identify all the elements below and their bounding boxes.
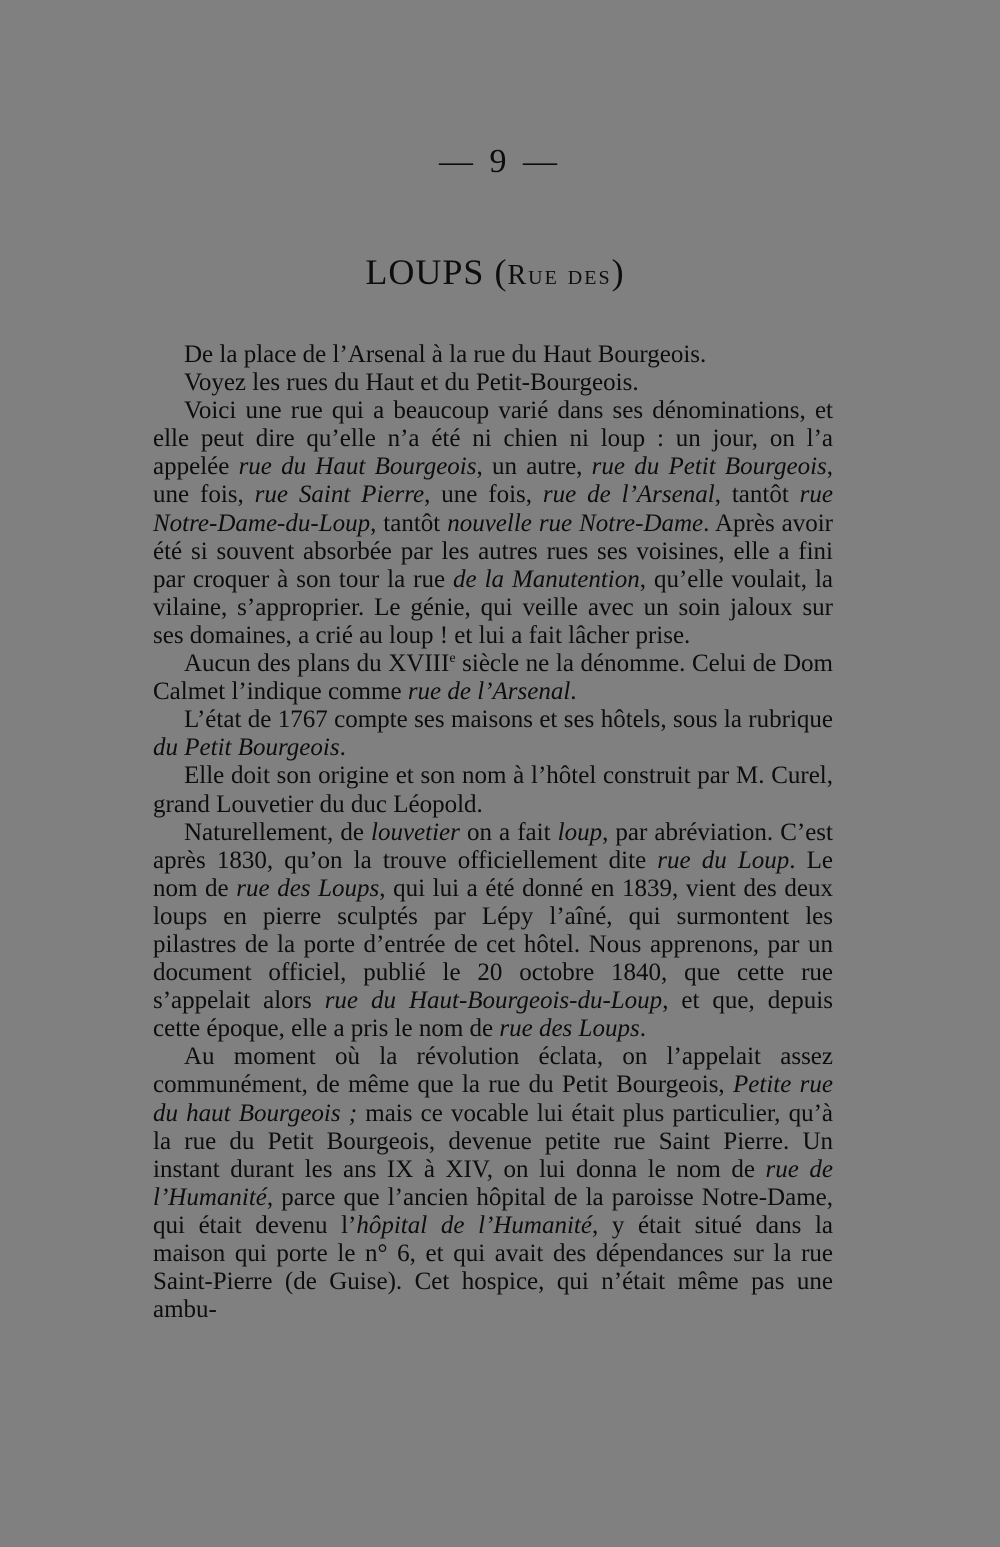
text-segment: Voici une rue qui a beaucoup varié dans ses dénominations, et elle peut dire qu’elle n’a été ni chien ni loup : un jour, on l’a appelée: [153, 397, 833, 481]
text-segment: , et que, depuis cette époque, elle a pris le nom de: [153, 987, 833, 1043]
text-segment: Au moment où la révolution éclata, on l’appelait assez communément, de même que la rue du Petit Bourgeois,: [153, 1043, 833, 1099]
italic-text: de la Manutention: [453, 565, 640, 593]
italic-text: loup: [557, 818, 603, 846]
italic-text: hôpital de l’Humanité: [356, 1211, 592, 1239]
text-segment: Voyez les rues du Haut et du Petit-Bourgeois.: [184, 369, 639, 397]
paragraph: [153, 369, 833, 397]
paragraph: [153, 762, 833, 818]
text-segment: . Après avoir été si souvent absorbée par les autres rues ses voisines, elle a fini par croquer à son tour la rue: [153, 509, 833, 593]
text-segment: .: [570, 678, 577, 706]
text-segment: Aucun des plans du XVIII: [184, 650, 450, 678]
text-segment: , une fois,: [424, 481, 543, 509]
text-segment: De la place de l’Arsenal à la rue du Haut Bourgeois.: [184, 341, 707, 368]
chapter-title: [0, 251, 990, 293]
text-segment: mais ce vocable lui était plus particulier, qu’à la rue du Petit Bourgeois, devenue petite rue Saint Pierre. Un instant durant les ans IX à XIV, on lui donna le nom de: [153, 1099, 833, 1183]
italic-text: rue du Haut-Bourgeois-du-Loup: [324, 987, 663, 1015]
text-segment: , tantôt: [714, 481, 800, 509]
text-segment: , parce que l’ancien hôpital de la paroisse Notre-Dame, qui était devenu l’: [153, 1183, 833, 1239]
body-text: [153, 341, 833, 1324]
italic-text: rue de l’Humanité: [153, 1155, 834, 1211]
italic-text: rue de l’Arsenal: [542, 481, 715, 509]
paragraph: [153, 706, 833, 762]
italic-text: rue du Haut Bourgeois: [238, 453, 477, 481]
text-segment: , une fois,: [153, 453, 833, 509]
italic-text: nouvelle rue Notre-Dame: [447, 509, 704, 537]
italic-text: rue du Loup: [657, 846, 790, 874]
text-segment: .: [639, 1015, 646, 1043]
text-segment: .: [339, 734, 346, 762]
text-segment: Naturellement, de: [184, 818, 372, 846]
text-segment: , qui lui a été donné en 1839, vient des deux loups en pierre sculptés par Lépy l’aîné, qui surmontent les pilastres de la porte d’entrée de cet hôtel. Nous apprenons, par un document officiel, publié le 20 octobre 1840, que cette rue s’appelait alors: [153, 874, 833, 1015]
italic-text: rue du Petit Bourgeois: [591, 453, 827, 481]
italic-text: rue de l’Arsenal: [407, 678, 571, 706]
text-segment: , par abréviation. C’est après 1830, qu’on la trouve officiellement dite: [153, 818, 833, 874]
italic-text: du Petit Bourgeois: [153, 734, 340, 762]
chapter-title-sub: Rue des: [507, 260, 612, 291]
text-segment: , un autre,: [476, 453, 592, 481]
paragraph: [153, 397, 833, 650]
italic-text: rue Saint Pierre: [254, 481, 425, 509]
paragraph: [153, 650, 833, 706]
text-segment: on a fait: [459, 818, 558, 846]
chapter-title-paren-close: ): [611, 252, 625, 292]
paragraph: [153, 819, 833, 1044]
italic-text: rue Notre-Dame-du-Loup: [153, 481, 833, 537]
text-segment: , tantôt: [370, 509, 448, 537]
chapter-title-paren-open: (: [494, 252, 508, 292]
text-segment: siècle ne la dénomme. Celui de Dom Calmet l’indique comme: [153, 650, 833, 706]
italic-text: Petite rue du haut Bourgeois ;: [153, 1071, 833, 1127]
italic-text: rue des Loups: [236, 874, 380, 902]
text-segment: . Le nom de: [153, 846, 833, 902]
text-segment: , qu’elle voulait, la vilaine, s’approprier. Le génie, qui veille avec un soin jaloux sur ses domaines, a crié au loup ! et lui a fait lâcher prise.: [153, 565, 833, 649]
text-segment: , y était situé dans la maison qui porte le n° 6, et qui avait des dépendances sur la rue Saint-Pierre (de Guise). Cet hospice, qui n’était même pas une ambu-: [153, 1211, 833, 1324]
text-segment: Elle doit son origine et son nom à l’hôtel construit par M. Curel, grand Louvetier du duc Léopold.: [153, 762, 833, 818]
superscript-text: e: [449, 651, 456, 667]
page-number: — 9 —: [439, 143, 561, 180]
chapter-title-main: LOUPS: [365, 252, 485, 292]
text-segment: L’état de 1767 compte ses maisons et ses hôtels, sous la rubrique: [184, 706, 833, 734]
italic-text: louvetier: [371, 818, 460, 846]
italic-text: rue des Loups: [499, 1015, 640, 1043]
paragraph: [153, 341, 833, 369]
paragraph: [153, 1043, 833, 1324]
